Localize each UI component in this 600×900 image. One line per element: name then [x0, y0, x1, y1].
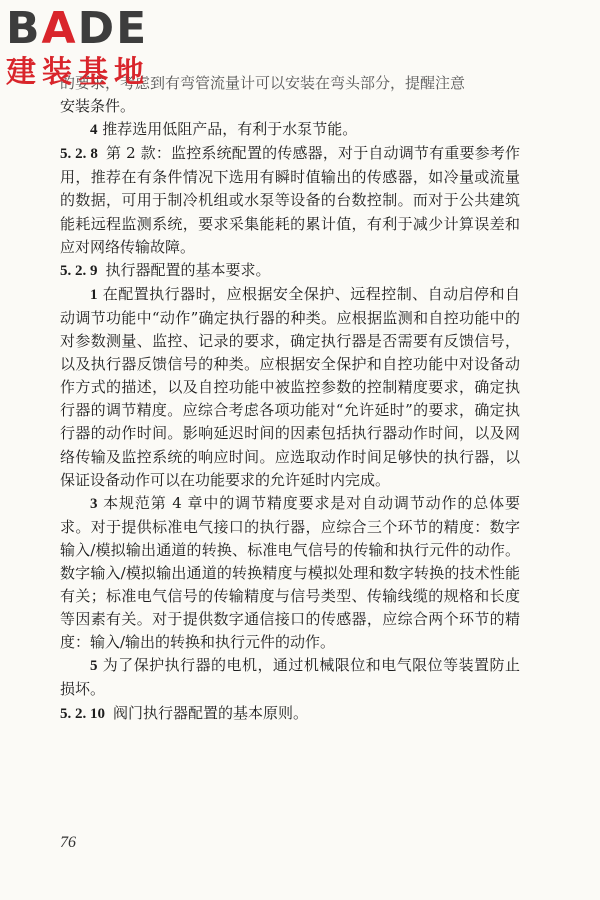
item-text: 推荐选用低阻产品，有利于水泵节能。: [102, 120, 358, 139]
clause-number: 5. 2. 10: [60, 705, 105, 722]
clause-5-2-8: [60, 142, 520, 258]
clause-text: 阀门执行器配置的基本原则。: [113, 703, 309, 722]
item-text: 本规范第 4 章中的调节精度要求是对自动调节动作的总体要求。对于提供标准电气接口的执行器，应综合三个环节的精度：数字输入/模拟输出通道的转换、标准电气信号的传输和执行元件的动作。数字输入/模拟输出通道的转换精度与模拟处理和数字转换的技术性能有关；标准电气信号的传输精度与信号类型、传输线缆的规格和长度等因素有关。对于提供数字通信接口的传感器，应综合两个环节的精度：输入/输出的转换和执行元件的动作。: [60, 493, 520, 652]
item-number: 1: [90, 286, 98, 303]
paragraph-continuation-line1: 的要求，考虑到有弯管流量计可以安装在弯头部分，提醒注意: [60, 74, 466, 92]
brand-watermark: [6, 4, 176, 90]
clause-text: 执行器配置的基本要求。: [105, 260, 271, 279]
item-4-paragraph: [60, 118, 520, 142]
clause-text: 第 2 款：监控系统配置的传感器，对于自动调节有重要参考作用，推荐在有条件情况下选用有瞬时值输出的传感器，如冷量或流量的数据，可用于制冷机组或水泵等设备的台数控制。而对于公共建筑能耗远程监测系统，要求采集能耗的累计值，有利于减少计算误差和应对网络传输故障。: [60, 144, 521, 256]
paragraph-continuation-line2: 安装条件。: [60, 97, 136, 116]
item-number: 3: [90, 495, 98, 512]
item-number: 4: [90, 122, 98, 139]
watermark-letter-a: A: [41, 3, 78, 54]
watermark-letter-e: E: [116, 3, 149, 54]
item-1-paragraph: [60, 283, 520, 492]
clause-5-2-9: [60, 259, 520, 283]
clause-number: 5. 2. 9: [60, 262, 98, 279]
item-number: 5: [90, 658, 98, 675]
clause-number: 5. 2. 8: [60, 146, 98, 163]
item-text: 为了保护执行器的电机，通过机械限位和电气限位等装置防止损坏。: [60, 656, 520, 699]
watermark-letter-b: B: [6, 3, 42, 54]
item-3-paragraph: [60, 492, 520, 655]
brand-watermark-latin: [6, 4, 176, 54]
item-text: 在配置执行器时，应根据安全保护、远程控制、自动启停和自动调节功能中“动作”确定执行器的种类。应根据监测和自控功能中的对参数测量、监控、记录的要求，确定执行器是否需要有反馈信号，以及执行器反馈信号的种类。应根据安全保护和自控功能中对设备动作方式的描述，以及自控功能中被监控参数的控制精度要求，确定执行器的调节精度。应综合考虑各项功能对“允许延时”的要求，确定执行器的动作时间。影响延迟时间的因素包括执行器动作时间，以及网络传输及监控系统的响应时间。应选取动作时间足够快的执行器，以保证设备动作可以在功能要求的允许延时内完成。: [60, 284, 520, 489]
document-body: [60, 72, 520, 726]
brand-watermark-chinese: 建装基地: [6, 55, 150, 90]
page-number: 76: [60, 834, 76, 851]
item-5-paragraph: [60, 654, 520, 701]
clause-5-2-10: [60, 702, 520, 726]
watermark-letter-d: D: [77, 3, 117, 54]
